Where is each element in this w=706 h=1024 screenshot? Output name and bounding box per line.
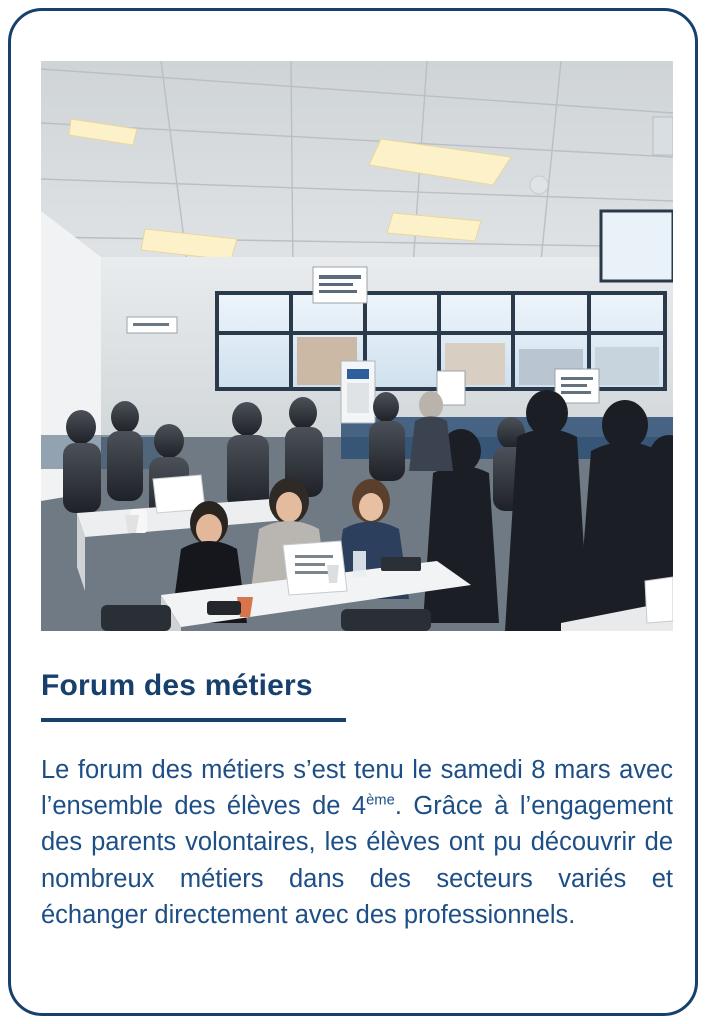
article-body-part1: Le forum des métiers s’est tenu le samedi 8 mars avec l’ensemble des élèves de 4 (41, 756, 673, 821)
article-body (41, 752, 673, 933)
card-content (41, 61, 673, 959)
article-card (8, 8, 698, 1016)
title-divider (41, 718, 346, 722)
article-photo (41, 61, 673, 631)
article-body-superscript: ème (366, 792, 395, 809)
article-body-part2: . Grâce à l’engagement des parents volontaires, les élèves ont pu découvrir de nombreux métiers dans des secteurs variés et échanger directement avec des professionnels. (41, 792, 673, 929)
photo-illustration (41, 61, 673, 631)
page-title: Forum des métiers (41, 669, 313, 702)
